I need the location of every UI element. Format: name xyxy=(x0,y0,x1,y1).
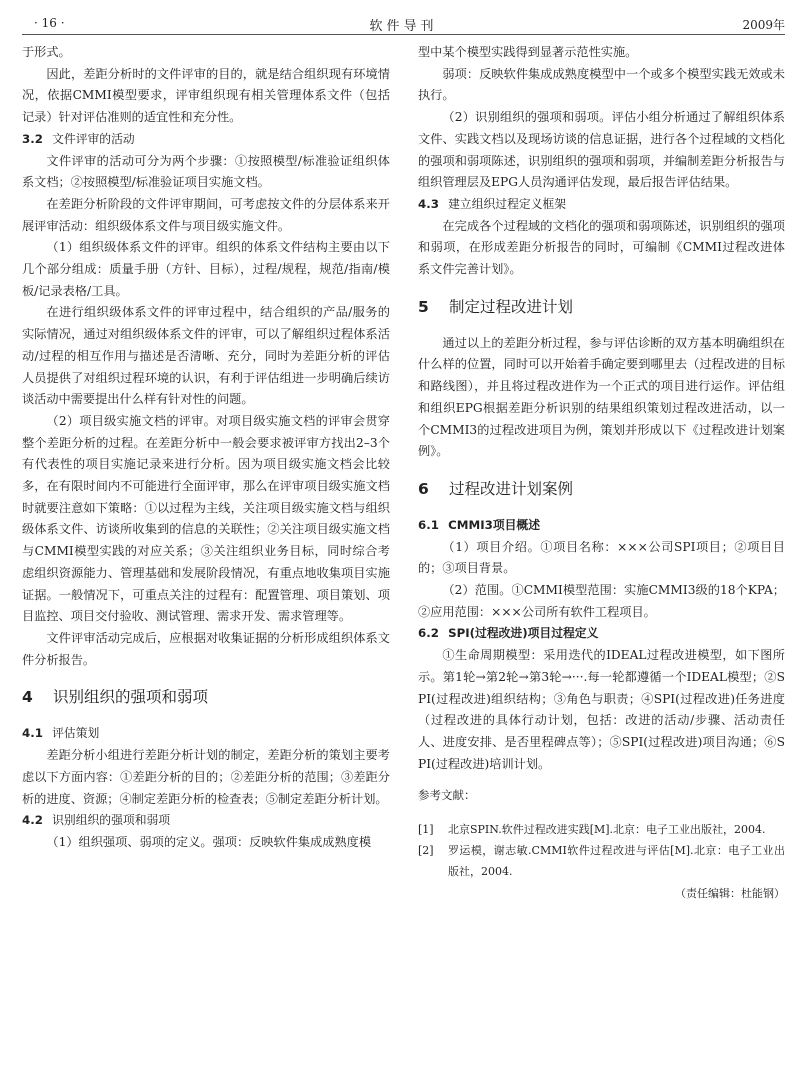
section-number: 4 xyxy=(22,688,33,707)
section-title: 过程改进计划案例 xyxy=(448,479,573,498)
section-number: 5 xyxy=(418,297,429,316)
section-title: 建立组织过程定义框架 xyxy=(448,196,567,211)
section-title: 评估策划 xyxy=(52,726,100,741)
section-title: SPI(过程改进)项目过程定义 xyxy=(448,626,599,641)
page-header xyxy=(22,12,785,35)
section-heading-5 xyxy=(418,295,785,319)
paragraph: 弱项：反映软件集成成熟度模型中一个或多个模型实践无效或未执行。 xyxy=(418,66,785,103)
section-heading-3-2 xyxy=(22,129,390,151)
paragraph: 于形式。 xyxy=(22,45,71,59)
section-number: 6 xyxy=(418,479,429,498)
page-number: · 16 · xyxy=(34,16,65,30)
section-number: 6.2 xyxy=(418,626,439,641)
section-number: 3.2 xyxy=(22,131,43,146)
paragraph: （2）识别组织的强项和弱项。评估小组分析通过了解组织体系文件、实践文档以及现场访谈的信息证据，进行各个过程域的文档化的强项和弱项陈述，识别组织的强项和弱项，并编制差距分析报告与组织管理层及EPG人员沟通评估发现，最后报告评估结果。 xyxy=(418,110,785,190)
section-number: 4.3 xyxy=(418,196,439,211)
references-heading: 参考文献： xyxy=(418,788,476,803)
paragraph: （1）项目介绍。①项目名称：×××公司SPI项目；②项目目的；③项目背景。 xyxy=(418,539,785,576)
paragraph: 文件评审的活动可分为两个步骤：①按照模型/标准验证组织体系文档；②按照模型/标准验证项目实施文档。 xyxy=(22,153,390,190)
section-heading-4-3 xyxy=(418,194,785,216)
paragraph: 差距分析小组进行差距分析计划的制定，差距分析的策划主要考虑以下方面内容：①差距分析的目的；②差距分析的范围；③差距分析的进度、资源；④制定差距分析的检查表；⑤制定差距分析计划。 xyxy=(22,748,390,806)
reference-item xyxy=(418,840,785,882)
section-title: CMMI3项目概述 xyxy=(448,517,541,532)
section-title: 文件评审的活动 xyxy=(52,131,135,146)
section-heading-4-2 xyxy=(22,810,390,832)
section-heading-6-2 xyxy=(418,623,785,645)
issue-year: 2009年 xyxy=(742,18,785,32)
right-column xyxy=(418,42,785,904)
paragraph: （2）范围。①CMMI模型范围：实施CMMI3级的18个KPA；②应用范围：×××公司所有软件工程项目。 xyxy=(418,583,785,619)
journal-title: 软件导刊 xyxy=(369,19,438,34)
section-title: 识别组织的强项和弱项 xyxy=(52,813,171,828)
section-heading-4-1 xyxy=(22,723,390,745)
paragraph: 在进行组织级体系文件的评审过程中，结合组织的产品/服务的实际情况，通过对组织级体系文件的评审，可以了解组织过程体系活动/过程的相互作用与描述是否清晰、充分，同时为差距分析的评估人员提供了对组织过程环境的认识，有利于评估组进一步明确后续访谈活动中需要提出什么样有针对性的问题。 xyxy=(22,305,390,407)
section-heading-6 xyxy=(418,477,785,501)
section-number: 6.1 xyxy=(418,517,439,532)
paragraph: ①生命周期模型：采用迭代的IDEAL过程改进模型，如下图所示。第1轮→第2轮→第3轮→···.每一轮都遵循一个IDEAL模型；②SPI(过程改进)组织结构；③角色与职责；④SPI(过程改进)任务进度（过程改进的具体行动计划，包括：改进的活动/步骤、活动责任人、进度安排、是否里程碑点等）；⑤SPI(过程改进)项目沟通；⑥SPI(过程改进)培训计划。 xyxy=(418,648,785,771)
section-number: 4.2 xyxy=(22,813,43,828)
reference-number: [1] xyxy=(418,823,434,837)
paragraph: （1）组织级体系文件的评审。组织的体系文件结构主要由以下几个部分组成：质量手册（方针、目标），过程/规程，规范/指南/模板/记录表格/工具。 xyxy=(22,240,390,298)
left-column xyxy=(22,42,390,854)
section-number: 4.1 xyxy=(22,726,43,741)
paragraph: 因此，差距分析时的文件评审的目的，就是结合组织现有环境情况，依据CMMI模型要求，评审组织现有相关管理体系文件（包括记录）针对评估准则的适宜性和充分性。 xyxy=(22,66,390,125)
paragraph: 型中某个模型实践得到显著示范性实施。 xyxy=(418,45,638,59)
section-title: 识别组织的强项和弱项 xyxy=(52,688,208,707)
reference-text: 罗运模，谢志敏.CMMI软件过程改进与评估[M].北京：电子工业出版社，2004. xyxy=(448,844,785,879)
section-heading-4 xyxy=(22,685,390,709)
reference-text: 北京SPIN.软件过程改进实践[M].北京：电子工业出版社，2004. xyxy=(448,823,766,837)
section-title: 制定过程改进计划 xyxy=(448,297,573,316)
reference-item xyxy=(418,819,785,840)
paragraph: 文件评审活动完成后，应根据对收集证据的分析形成组织体系文件分析报告。 xyxy=(22,630,390,667)
responsible-editor: （责任编辑：杜能钢） xyxy=(675,887,785,901)
paragraph: （2）项目级实施文档的评审。对项目级实施文档的评审会贯穿整个差距分析的过程。在差距分析中一般会要求被评审方找出2–3个有代表性的项目实施记录来进行分析。因为项目级实施文档会比较多，在有限时间内不可能进行全面评审，那么在评审项目级实施文档时就要注意如下策略：①以过程为主线，关注项目级实施文档与组织级体系文件、访谈所收集到的信息的关联性；②关注项目级实施文档与CMMI模型实践的对应关系；③关注组织业务目标，同时综合考虑组织资源能力、管理基础和发展阶段情况，有重点地收集项目实施证据。一般情况下，可重点关注的过程有：配置管理、项目策划、项目监控、项目交付验收、测试管理、需求开发、需求管理等。 xyxy=(22,413,390,624)
paragraph: 在完成各个过程域的文档化的强项和弱项陈述，识别组织的强项和弱项，在形成差距分析报告的同时，可编制《CMMI过程改进体系文件完善计划》。 xyxy=(418,218,785,277)
paragraph: （1）组织强项、弱项的定义。强项：反映软件集成成熟度模 xyxy=(46,834,372,849)
section-heading-6-1 xyxy=(418,515,785,537)
reference-number: [2] xyxy=(418,844,434,858)
paragraph: 在差距分析阶段的文件评审期间，可考虑按文件的分层体系来开展评审活动：组织级体系文件与项目级实施文件。 xyxy=(22,196,390,233)
paragraph: 通过以上的差距分析过程，参与评估诊断的双方基本明确组织在什么样的位置，同时可以开始着手确定要到哪里去（过程改进的目标和路线图），并且将过程改进作为一个正式的项目进行运作。评估组和组织EPG根据差距分析识别的结果组织策划过程改进活动，以一个CMMI3的过程改进项目为例，策划并形成以下《过程改进计划案例》。 xyxy=(418,335,785,459)
